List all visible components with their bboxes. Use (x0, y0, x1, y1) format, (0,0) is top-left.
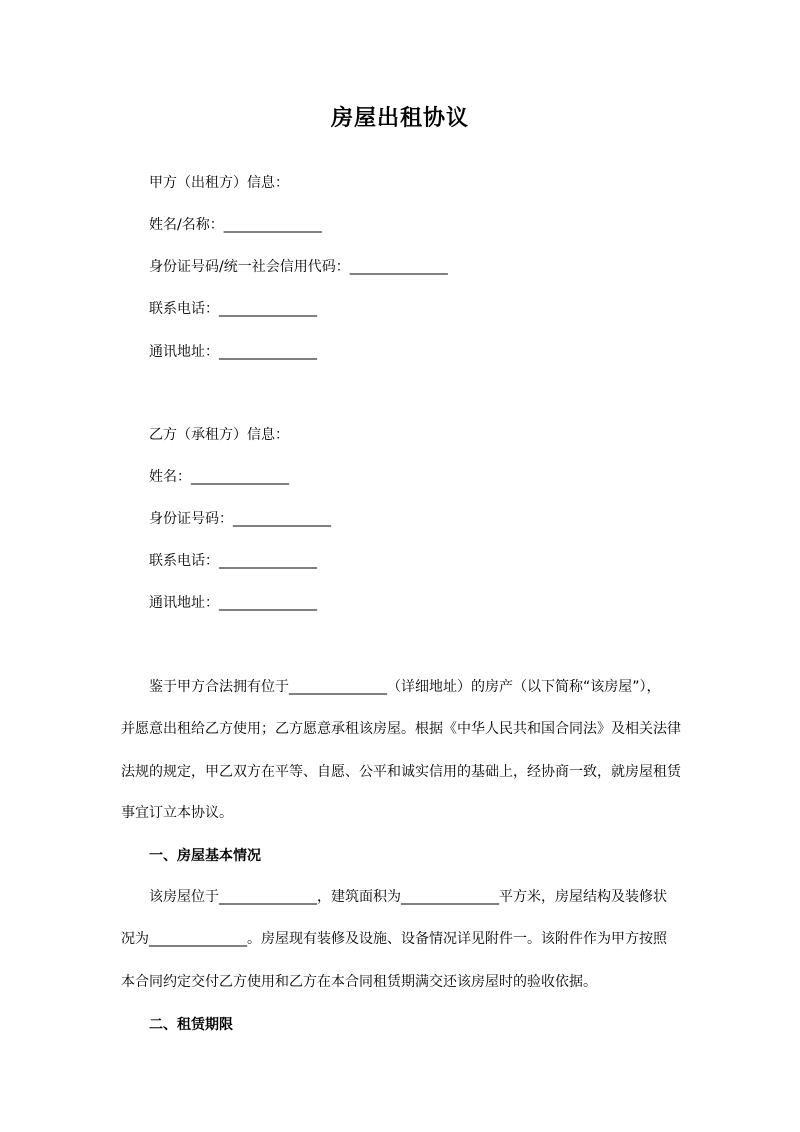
party-a-phone: 联系电话：______________ (149, 301, 317, 317)
preamble-line: 法规的规定，甲乙双方在平等、自愿、公平和诚实信用的基础上，经协商一致，就房屋租赁 (121, 764, 681, 780)
section-2-heading: 二、租赁期限 (149, 1017, 233, 1033)
section-1-line: 该房屋位于______________，建筑面积为______________平方米，房屋结构及装修状 (149, 889, 667, 905)
document-title: 房屋出租协议 (330, 106, 469, 131)
party-b-id: 身份证号码：______________ (149, 511, 331, 527)
section-1-heading: 一、房屋基本情况 (149, 848, 261, 864)
section-1-line: 本合同约定交付乙方使用和乙方在本合同租赁期满交还该房屋时的验收依据。 (121, 974, 597, 990)
party-a-id: 身份证号码/统一社会信用代码：______________ (149, 259, 448, 275)
party-b-phone: 联系电话：______________ (149, 553, 317, 569)
section-1-line: 况为______________。房屋现有装修及设施、设备情况详见附件一。该附件作为甲方按照 (121, 931, 667, 947)
preamble-line: 事宜订立本协议。 (121, 805, 233, 821)
party-b-address: 通讯地址：______________ (149, 595, 317, 611)
party-b-heading: 乙方（承租方）信息： (149, 427, 289, 443)
party-a-heading: 甲方（出租方）信息： (149, 175, 289, 191)
party-a-address: 通讯地址：______________ (149, 344, 317, 360)
party-a-name: 姓名/名称：______________ (149, 217, 322, 233)
preamble-line: 并愿意出租给乙方使用；乙方愿意承租该房屋。根据《中华人民共和国合同法》及相关法律 (121, 721, 681, 737)
preamble-line: 鉴于甲方合法拥有位于______________（详细地址）的房产（以下简称“该房屋”）， (149, 679, 661, 695)
party-b-name: 姓名：______________ (149, 469, 289, 485)
